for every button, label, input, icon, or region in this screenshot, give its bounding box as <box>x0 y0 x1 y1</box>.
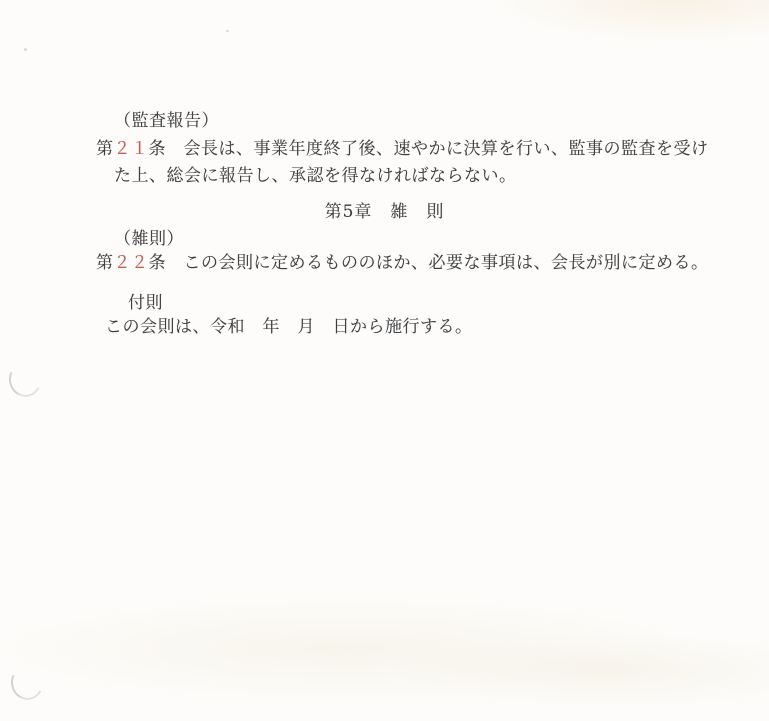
article-21-prefix: 第 <box>96 139 114 159</box>
scan-speck <box>226 30 229 32</box>
supplementary-provisions-text: この会則は、令和 年 月 日から施行する。 <box>105 317 473 337</box>
article-22-number: ２２ <box>113 253 149 273</box>
article-21-heading-line <box>96 134 709 159</box>
punch-hole-shadow-upper <box>5 359 46 401</box>
article-22-prefix: 第 <box>96 253 114 273</box>
article-22-heading-line <box>96 248 709 273</box>
audit-report-section-label: （監査報告） <box>114 111 219 131</box>
supplementary-provisions-label: 付則 <box>128 293 163 313</box>
article-21-unit: 条 <box>148 139 166 159</box>
punch-hole-shadow-lower <box>7 662 48 704</box>
article-22-text: この会則に定めるもののほか、必要な事項は、会長が別に定める。 <box>166 253 709 273</box>
chapter-5-heading: 第5章 雑 則 <box>324 202 445 222</box>
article-22-unit: 条 <box>148 253 166 273</box>
scan-speck <box>24 48 27 51</box>
article-21-text-continued: た上、総会に報告し、承認を得なければならない。 <box>114 166 517 186</box>
article-21-number: ２１ <box>113 139 149 159</box>
misc-section-label: （雑則） <box>114 229 184 249</box>
article-21-text: 会長は、事業年度終了後、速やかに決算を行い、監事の監査を受け <box>166 139 709 159</box>
